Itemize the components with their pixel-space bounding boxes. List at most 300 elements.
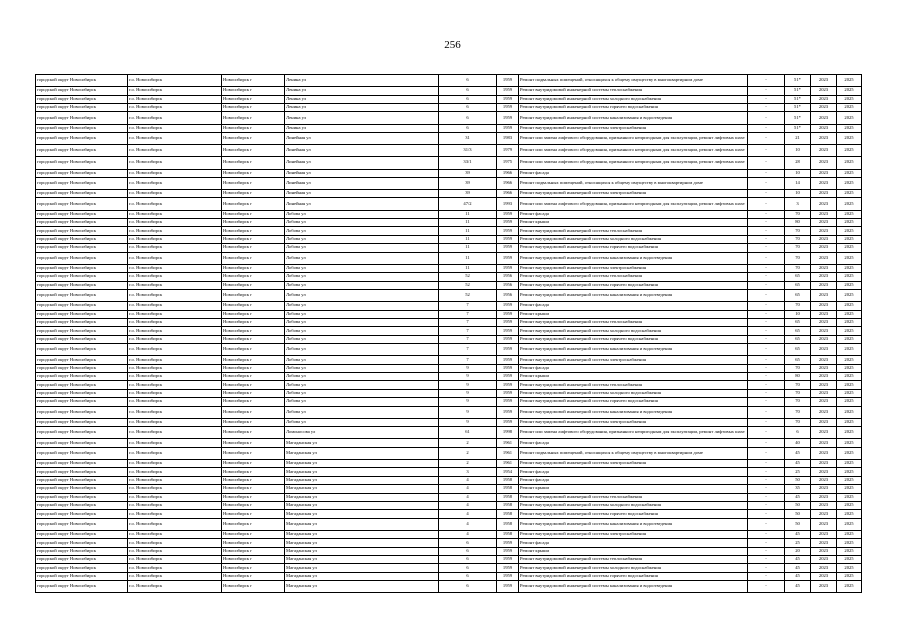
- volume-cell: 70: [785, 418, 811, 426]
- district-cell: г.о. Новосибирск: [128, 103, 222, 111]
- municipality-cell: городской округ Новосибирск: [36, 539, 128, 547]
- house-number-cell: 4: [439, 485, 497, 493]
- start-year-cell: 2023: [811, 389, 837, 397]
- work-type-cell: Ремонт внутридомовой инженерной системы теплоснабжения: [519, 493, 748, 501]
- volume-cell: 3: [785, 198, 811, 210]
- volume-cell: 45: [785, 572, 811, 580]
- street-cell: Магаданская ул: [285, 510, 439, 518]
- start-year-cell: 2023: [811, 344, 837, 356]
- district-cell: г.о. Новосибирск: [128, 169, 222, 177]
- table-row: [36, 327, 862, 335]
- volume-cell: 65: [785, 344, 811, 356]
- city-cell: Новосибирск г: [222, 447, 285, 459]
- district-cell: г.о. Новосибирск: [128, 145, 222, 157]
- municipality-cell: городской округ Новосибирск: [36, 381, 128, 389]
- city-cell: Новосибирск г: [222, 581, 285, 593]
- build-year-cell: 1959: [497, 547, 519, 555]
- start-year-cell: 2023: [811, 485, 837, 493]
- end-year-cell: 2025: [837, 145, 862, 157]
- end-year-cell: 2025: [837, 210, 862, 218]
- build-year-cell: 1959: [497, 335, 519, 343]
- service-cost-cell: -: [748, 501, 785, 509]
- volume-cell: 51*: [785, 103, 811, 111]
- house-number-cell: 6: [439, 581, 497, 593]
- house-number-cell: 39: [439, 177, 497, 189]
- street-cell: Лобова ул: [285, 281, 439, 289]
- volume-cell: 45: [785, 493, 811, 501]
- municipality-cell: городской округ Новосибирск: [36, 103, 128, 111]
- build-year-cell: 1958: [497, 530, 519, 538]
- municipality-cell: городской округ Новосибирск: [36, 501, 128, 509]
- street-cell: Линейная ул: [285, 132, 439, 144]
- city-cell: Новосибирск г: [222, 381, 285, 389]
- service-cost-cell: -: [748, 356, 785, 364]
- start-year-cell: 2023: [811, 198, 837, 210]
- house-number-cell: 4: [439, 476, 497, 484]
- house-number-cell: 4: [439, 493, 497, 501]
- table-row: [36, 572, 862, 580]
- build-year-cell: 1959: [497, 124, 519, 132]
- table-row: [36, 132, 862, 144]
- table-row: [36, 373, 862, 381]
- end-year-cell: 2025: [837, 227, 862, 235]
- house-number-cell: 31/3: [439, 145, 497, 157]
- district-cell: г.о. Новосибирск: [128, 244, 222, 252]
- street-cell: Лобова ул: [285, 252, 439, 264]
- district-cell: г.о. Новосибирск: [128, 132, 222, 144]
- work-type-cell: Ремонт фасада: [519, 210, 748, 218]
- work-type-cell: Ремонт фасада: [519, 439, 748, 447]
- start-year-cell: 2023: [811, 310, 837, 318]
- work-type-cell: Ремонт внутридомовой инженерной системы электроснабжения: [519, 264, 748, 272]
- city-cell: Новосибирск г: [222, 132, 285, 144]
- municipality-cell: городской округ Новосибирск: [36, 227, 128, 235]
- volume-cell: 70: [785, 264, 811, 272]
- house-number-cell: 6: [439, 547, 497, 555]
- volume-cell: 65: [785, 281, 811, 289]
- municipality-cell: городской округ Новосибирск: [36, 530, 128, 538]
- table-row: [36, 439, 862, 447]
- table-row: [36, 530, 862, 538]
- street-cell: Ломоносова ул: [285, 427, 439, 439]
- municipality-cell: городской округ Новосибирск: [36, 310, 128, 318]
- end-year-cell: 2025: [837, 273, 862, 281]
- municipality-cell: городской округ Новосибирск: [36, 145, 128, 157]
- work-type-cell: Ремонт крыши: [519, 547, 748, 555]
- end-year-cell: 2025: [837, 459, 862, 467]
- volume-cell: 40: [785, 439, 811, 447]
- district-cell: г.о. Новосибирск: [128, 327, 222, 335]
- service-cost-cell: -: [748, 547, 785, 555]
- street-cell: Магаданская ул: [285, 468, 439, 476]
- street-cell: Магаданская ул: [285, 530, 439, 538]
- table-row: [36, 281, 862, 289]
- volume-cell: 70: [785, 381, 811, 389]
- service-cost-cell: -: [748, 95, 785, 103]
- district-cell: г.о. Новосибирск: [128, 572, 222, 580]
- street-cell: Лобова ул: [285, 398, 439, 406]
- municipality-cell: городской округ Новосибирск: [36, 439, 128, 447]
- city-cell: Новосибирск г: [222, 398, 285, 406]
- table-row: [36, 157, 862, 169]
- end-year-cell: 2025: [837, 406, 862, 418]
- start-year-cell: 2023: [811, 289, 837, 301]
- end-year-cell: 2025: [837, 427, 862, 439]
- build-year-cell: 1959: [497, 539, 519, 547]
- start-year-cell: 2023: [811, 476, 837, 484]
- build-year-cell: 1959: [497, 344, 519, 356]
- district-cell: г.о. Новосибирск: [128, 344, 222, 356]
- work-type-cell: Ремонт внутридомовой инженерной системы теплоснабжения: [519, 227, 748, 235]
- build-year-cell: 1961: [497, 439, 519, 447]
- district-cell: г.о. Новосибирск: [128, 318, 222, 326]
- start-year-cell: 2023: [811, 556, 837, 564]
- table-row: [36, 493, 862, 501]
- start-year-cell: 2023: [811, 447, 837, 459]
- work-type-cell: Ремонт внутридомовой инженерной системы канализования и водоотведения: [519, 581, 748, 593]
- start-year-cell: 2023: [811, 87, 837, 95]
- city-cell: Новосибирск г: [222, 310, 285, 318]
- service-cost-cell: -: [748, 87, 785, 95]
- district-cell: г.о. Новосибирск: [128, 198, 222, 210]
- house-number-cell: 11: [439, 252, 497, 264]
- volume-cell: 80: [785, 219, 811, 227]
- work-type-cell: Ремонт фасада: [519, 169, 748, 177]
- house-number-cell: 11: [439, 227, 497, 235]
- end-year-cell: 2025: [837, 335, 862, 343]
- city-cell: Новосибирск г: [222, 252, 285, 264]
- volume-cell: 51*: [785, 95, 811, 103]
- service-cost-cell: -: [748, 132, 785, 144]
- start-year-cell: 2023: [811, 327, 837, 335]
- build-year-cell: 1959: [497, 418, 519, 426]
- volume-cell: 10: [785, 310, 811, 318]
- service-cost-cell: -: [748, 510, 785, 518]
- table-row: [36, 289, 862, 301]
- start-year-cell: 2023: [811, 210, 837, 218]
- volume-cell: 65: [785, 273, 811, 281]
- table-row: [36, 244, 862, 252]
- build-year-cell: 1966: [497, 169, 519, 177]
- city-cell: Новосибирск г: [222, 518, 285, 530]
- district-cell: г.о. Новосибирск: [128, 530, 222, 538]
- service-cost-cell: -: [748, 124, 785, 132]
- street-cell: Лобова ул: [285, 302, 439, 310]
- city-cell: Новосибирск г: [222, 227, 285, 235]
- work-type-cell: Ремонт внутридомовой инженерной системы горячего водоснабжения: [519, 244, 748, 252]
- service-cost-cell: -: [748, 364, 785, 372]
- build-year-cell: 1956: [497, 273, 519, 281]
- volume-cell: 65: [785, 356, 811, 364]
- start-year-cell: 2023: [811, 581, 837, 593]
- end-year-cell: 2025: [837, 564, 862, 572]
- street-cell: Магаданская ул: [285, 547, 439, 555]
- end-year-cell: 2025: [837, 373, 862, 381]
- service-cost-cell: -: [748, 112, 785, 124]
- street-cell: Лобова ул: [285, 273, 439, 281]
- district-cell: г.о. Новосибирск: [128, 210, 222, 218]
- build-year-cell: 1993: [497, 198, 519, 210]
- city-cell: Новосибирск г: [222, 281, 285, 289]
- start-year-cell: 2023: [811, 510, 837, 518]
- service-cost-cell: -: [748, 210, 785, 218]
- municipality-cell: городской округ Новосибирск: [36, 177, 128, 189]
- service-cost-cell: -: [748, 485, 785, 493]
- work-type-cell: Ремонт внутридомовой инженерной системы холодного водоснабжения: [519, 501, 748, 509]
- house-number-cell: 7: [439, 318, 497, 326]
- table-body: [36, 75, 862, 593]
- table-row: [36, 510, 862, 518]
- service-cost-cell: -: [748, 169, 785, 177]
- end-year-cell: 2025: [837, 381, 862, 389]
- house-number-cell: 31: [439, 132, 497, 144]
- house-number-cell: 4: [439, 530, 497, 538]
- end-year-cell: 2025: [837, 539, 862, 547]
- municipality-cell: городской округ Новосибирск: [36, 447, 128, 459]
- build-year-cell: 1959: [497, 564, 519, 572]
- house-number-cell: 6: [439, 112, 497, 124]
- table-row: [36, 103, 862, 111]
- street-cell: Лобова ул: [285, 335, 439, 343]
- volume-cell: 10: [785, 145, 811, 157]
- work-type-cell: Ремонт или замена лифтового оборудования, признанного непригодным для эксплуатации, ремонт лифтовых шахт: [519, 157, 748, 169]
- work-type-cell: Ремонт внутридомовой инженерной системы канализования и водоотведения: [519, 344, 748, 356]
- table-row: [36, 501, 862, 509]
- build-year-cell: 1959: [497, 398, 519, 406]
- street-cell: Лобова ул: [285, 264, 439, 272]
- end-year-cell: 2025: [837, 356, 862, 364]
- build-year-cell: 1959: [497, 87, 519, 95]
- build-year-cell: 1956: [497, 281, 519, 289]
- district-cell: г.о. Новосибирск: [128, 485, 222, 493]
- house-number-cell: 11: [439, 244, 497, 252]
- end-year-cell: 2025: [837, 501, 862, 509]
- service-cost-cell: -: [748, 227, 785, 235]
- street-cell: Магаданская ул: [285, 539, 439, 547]
- table-row: [36, 198, 862, 210]
- municipality-cell: городской округ Новосибирск: [36, 327, 128, 335]
- table-row: [36, 335, 862, 343]
- table-row: [36, 227, 862, 235]
- volume-cell: 51*: [785, 124, 811, 132]
- end-year-cell: 2025: [837, 124, 862, 132]
- house-number-cell: 7: [439, 344, 497, 356]
- start-year-cell: 2023: [811, 501, 837, 509]
- municipality-cell: городской округ Новосибирск: [36, 157, 128, 169]
- volume-cell: 25: [785, 468, 811, 476]
- service-cost-cell: -: [748, 75, 785, 87]
- start-year-cell: 2023: [811, 439, 837, 447]
- start-year-cell: 2023: [811, 252, 837, 264]
- district-cell: г.о. Новосибирск: [128, 177, 222, 189]
- city-cell: Новосибирск г: [222, 235, 285, 243]
- municipality-cell: городской округ Новосибирск: [36, 235, 128, 243]
- service-cost-cell: -: [748, 398, 785, 406]
- table-row: [36, 556, 862, 564]
- volume-cell: 70: [785, 252, 811, 264]
- service-cost-cell: -: [748, 264, 785, 272]
- house-number-cell: 6: [439, 95, 497, 103]
- volume-cell: 10: [785, 190, 811, 198]
- service-cost-cell: -: [748, 318, 785, 326]
- build-year-cell: 1959: [497, 227, 519, 235]
- district-cell: г.о. Новосибирск: [128, 398, 222, 406]
- table-row: [36, 169, 862, 177]
- street-cell: Лобова ул: [285, 364, 439, 372]
- build-year-cell: 1959: [497, 356, 519, 364]
- build-year-cell: 1959: [497, 235, 519, 243]
- table-row: [36, 447, 862, 459]
- work-type-cell: Ремонт внутридомовой инженерной системы канализования и водоотведения: [519, 518, 748, 530]
- district-cell: г.о. Новосибирск: [128, 252, 222, 264]
- work-type-cell: Ремонт внутридомовой инженерной системы теплоснабжения: [519, 556, 748, 564]
- volume-cell: 50: [785, 476, 811, 484]
- service-cost-cell: -: [748, 302, 785, 310]
- municipality-cell: городской округ Новосибирск: [36, 364, 128, 372]
- street-cell: Магаданская ул: [285, 459, 439, 467]
- district-cell: г.о. Новосибирск: [128, 468, 222, 476]
- end-year-cell: 2025: [837, 418, 862, 426]
- municipality-cell: городской округ Новосибирск: [36, 273, 128, 281]
- end-year-cell: 2025: [837, 169, 862, 177]
- district-cell: г.о. Новосибирск: [128, 112, 222, 124]
- street-cell: Магаданская ул: [285, 518, 439, 530]
- work-type-cell: Ремонт подвальных помещений, относящихся к общему имуществу в многоквартирном доме: [519, 75, 748, 87]
- start-year-cell: 2023: [811, 572, 837, 580]
- volume-cell: 70: [785, 364, 811, 372]
- municipality-cell: городской округ Новосибирск: [36, 427, 128, 439]
- end-year-cell: 2025: [837, 556, 862, 564]
- municipality-cell: городской округ Новосибирск: [36, 169, 128, 177]
- volume-cell: 6: [785, 427, 811, 439]
- work-type-cell: Ремонт внутридомовой инженерной системы горячего водоснабжения: [519, 281, 748, 289]
- end-year-cell: 2025: [837, 344, 862, 356]
- table-row: [36, 318, 862, 326]
- district-cell: г.о. Новосибирск: [128, 547, 222, 555]
- end-year-cell: 2025: [837, 157, 862, 169]
- service-cost-cell: -: [748, 468, 785, 476]
- work-type-cell: Ремонт фасада: [519, 468, 748, 476]
- city-cell: Новосибирск г: [222, 547, 285, 555]
- volume-cell: 70: [785, 210, 811, 218]
- build-year-cell: 1959: [497, 406, 519, 418]
- service-cost-cell: -: [748, 273, 785, 281]
- volume-cell: 70: [785, 398, 811, 406]
- city-cell: Новосибирск г: [222, 418, 285, 426]
- house-number-cell: 6: [439, 572, 497, 580]
- house-number-cell: 6: [439, 556, 497, 564]
- city-cell: Новосибирск г: [222, 289, 285, 301]
- city-cell: Новосибирск г: [222, 485, 285, 493]
- start-year-cell: 2023: [811, 112, 837, 124]
- house-number-cell: 11: [439, 210, 497, 218]
- build-year-cell: 1959: [497, 302, 519, 310]
- district-cell: г.о. Новосибирск: [128, 95, 222, 103]
- work-type-cell: Ремонт фасада: [519, 539, 748, 547]
- city-cell: Новосибирск г: [222, 219, 285, 227]
- end-year-cell: 2025: [837, 364, 862, 372]
- work-type-cell: Ремонт внутридомовой инженерной системы холодного водоснабжения: [519, 564, 748, 572]
- work-type-cell: Ремонт внутридомовой инженерной системы горячего водоснабжения: [519, 398, 748, 406]
- end-year-cell: 2025: [837, 493, 862, 501]
- district-cell: г.о. Новосибирск: [128, 273, 222, 281]
- service-cost-cell: -: [748, 518, 785, 530]
- work-type-cell: Ремонт внутридомовой инженерной системы холодного водоснабжения: [519, 327, 748, 335]
- district-cell: г.о. Новосибирск: [128, 373, 222, 381]
- start-year-cell: 2023: [811, 318, 837, 326]
- table-row: [36, 344, 862, 356]
- start-year-cell: 2023: [811, 302, 837, 310]
- start-year-cell: 2023: [811, 157, 837, 169]
- district-cell: г.о. Новосибирск: [128, 476, 222, 484]
- district-cell: г.о. Новосибирск: [128, 447, 222, 459]
- service-cost-cell: -: [748, 530, 785, 538]
- work-type-cell: Ремонт крыши: [519, 373, 748, 381]
- work-type-cell: Ремонт крыши: [519, 219, 748, 227]
- work-type-cell: Ремонт или замена лифтового оборудования, признанного непригодным для эксплуатации, ремонт лифтовых шахт: [519, 427, 748, 439]
- district-cell: г.о. Новосибирск: [128, 459, 222, 467]
- start-year-cell: 2023: [811, 335, 837, 343]
- service-cost-cell: -: [748, 281, 785, 289]
- municipality-cell: городской округ Новосибирск: [36, 244, 128, 252]
- table-row: [36, 547, 862, 555]
- city-cell: Новосибирск г: [222, 344, 285, 356]
- end-year-cell: 2025: [837, 485, 862, 493]
- build-year-cell: 1975: [497, 157, 519, 169]
- work-type-cell: Ремонт внутридомовой инженерной системы электроснабжения: [519, 124, 748, 132]
- municipality-cell: городской округ Новосибирск: [36, 95, 128, 103]
- work-type-cell: Ремонт внутридомовой инженерной системы электроснабжения: [519, 356, 748, 364]
- municipality-cell: городской округ Новосибирск: [36, 302, 128, 310]
- street-cell: Лобова ул: [285, 227, 439, 235]
- house-number-cell: 9: [439, 381, 497, 389]
- start-year-cell: 2023: [811, 373, 837, 381]
- work-type-cell: Ремонт фасада: [519, 302, 748, 310]
- service-cost-cell: -: [748, 145, 785, 157]
- start-year-cell: 2023: [811, 530, 837, 538]
- start-year-cell: 2023: [811, 264, 837, 272]
- municipality-cell: городской округ Новосибирск: [36, 564, 128, 572]
- build-year-cell: 1959: [497, 75, 519, 87]
- build-year-cell: 1959: [497, 327, 519, 335]
- end-year-cell: 2025: [837, 177, 862, 189]
- house-number-cell: 52: [439, 273, 497, 281]
- street-cell: Магаданская ул: [285, 447, 439, 459]
- city-cell: Новосибирск г: [222, 539, 285, 547]
- municipality-cell: городской округ Новосибирск: [36, 87, 128, 95]
- street-cell: Магаданская ул: [285, 501, 439, 509]
- municipality-cell: городской округ Новосибирск: [36, 493, 128, 501]
- volume-cell: 50: [785, 501, 811, 509]
- house-number-cell: 7: [439, 335, 497, 343]
- work-type-cell: Ремонт внутридомовой инженерной системы теплоснабжения: [519, 381, 748, 389]
- table-row: [36, 273, 862, 281]
- work-type-cell: Ремонт внутридомовой инженерной системы теплоснабжения: [519, 273, 748, 281]
- work-type-cell: Ремонт или замена лифтового оборудования, признанного непригодным для эксплуатации, ремонт лифтовых шахт: [519, 145, 748, 157]
- district-cell: г.о. Новосибирск: [128, 418, 222, 426]
- district-cell: г.о. Новосибирск: [128, 510, 222, 518]
- end-year-cell: 2025: [837, 198, 862, 210]
- work-type-cell: Ремонт внутридомовой инженерной системы электроснабжения: [519, 190, 748, 198]
- district-cell: г.о. Новосибирск: [128, 219, 222, 227]
- service-cost-cell: -: [748, 177, 785, 189]
- house-number-cell: 2: [439, 439, 497, 447]
- volume-cell: 50: [785, 510, 811, 518]
- city-cell: Новосибирск г: [222, 95, 285, 103]
- work-type-cell: Ремонт внутридомовой инженерной системы канализования и водоотведения: [519, 289, 748, 301]
- city-cell: Новосибирск г: [222, 389, 285, 397]
- city-cell: Новосибирск г: [222, 145, 285, 157]
